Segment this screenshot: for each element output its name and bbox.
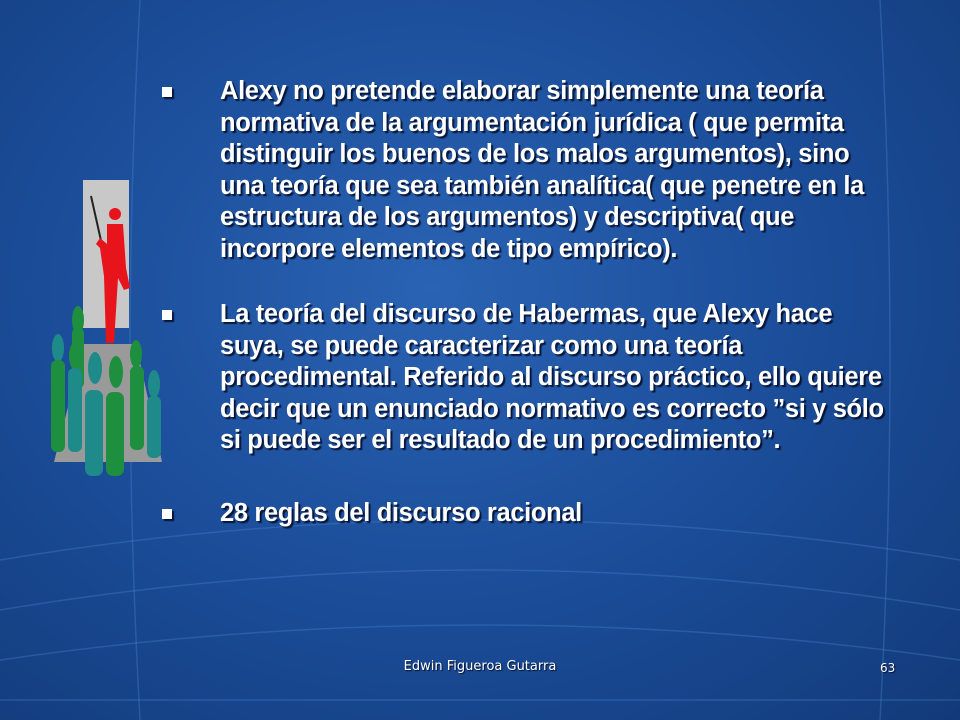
bullet-item: [158, 299, 898, 457]
bullet-text: 28 reglas del discurso racional: [220, 498, 582, 527]
square-bullet-icon: [162, 87, 172, 97]
bullet-text: Alexy no pretende elaborar simplemente una teoría normativa de la argumentación jurídica ( que permita distinguir los buenos de los malos argumentos), sino una teoría que sea también analítica( que penetre en la estructura de los argumentos) y descriptiva( que incorpore elementos de tipo empírico).: [220, 77, 864, 263]
slide-number: 63: [880, 661, 896, 675]
bullet-item: [158, 76, 898, 265]
bullet-list: [158, 76, 898, 529]
bullet-item: [158, 498, 898, 530]
presenter-with-audience-icon: [44, 178, 166, 480]
footer-author: Edwin Figueroa Gutarra: [403, 659, 557, 674]
bullet-text: La teoría del discurso de Habermas, que Alexy hace suya, se puede caracterizar como una teoría procedimental. Referido al discurso práctico, ello quiere decir que un enunciado normativo es correcto ”si y sólo si puede ser el resultado de un procedimiento”.: [220, 300, 884, 454]
square-bullet-icon: [162, 310, 172, 320]
square-bullet-icon: [162, 509, 172, 519]
